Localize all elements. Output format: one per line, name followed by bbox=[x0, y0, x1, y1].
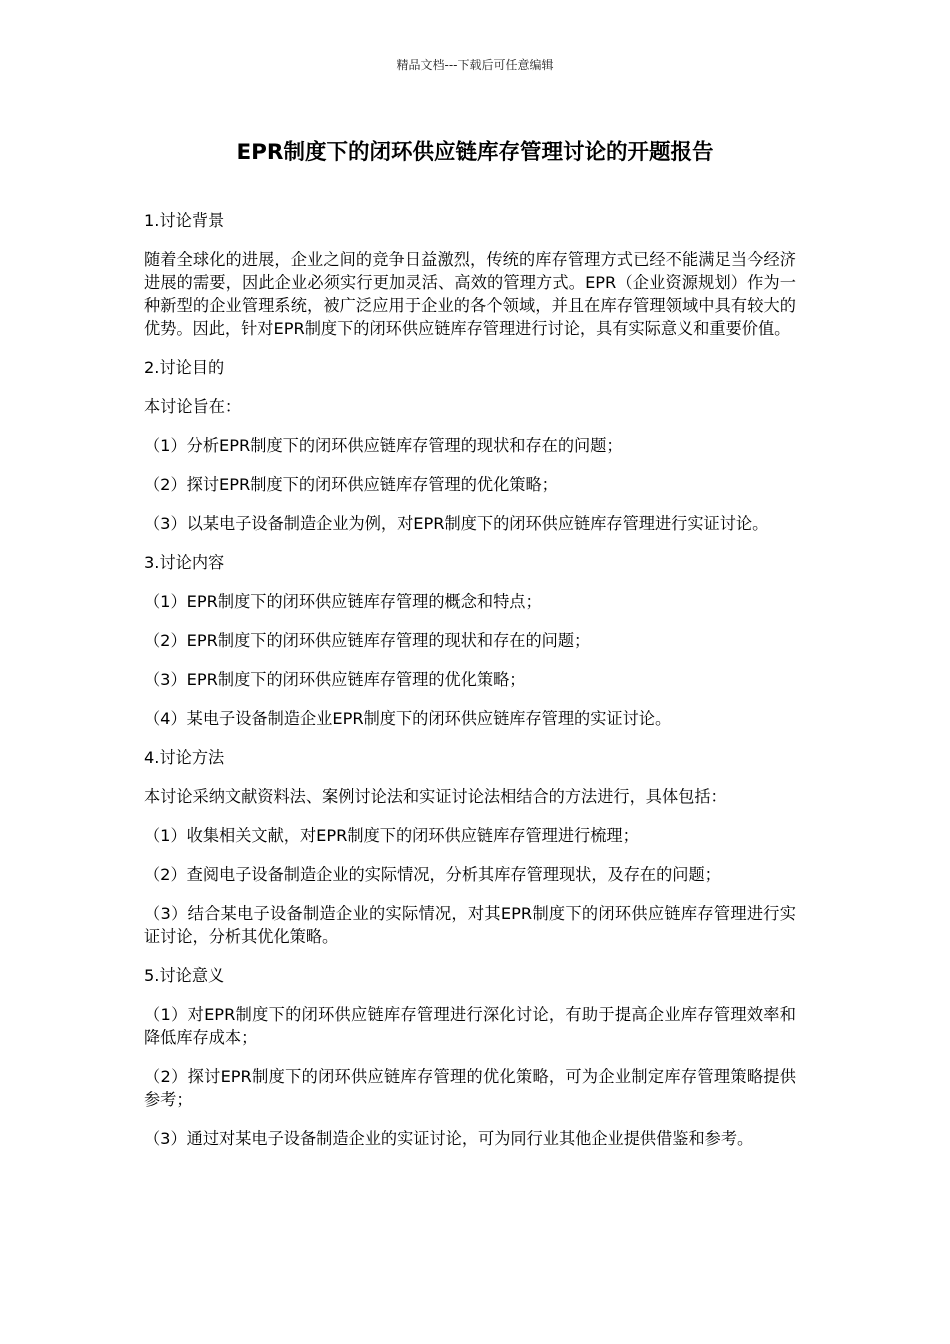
list-item: （2）探讨EPR制度下的闭环供应链库存管理的优化策略，可为企业制定库存管理策略提供参考； bbox=[144, 1067, 796, 1109]
list-item: （2）EPR制度下的闭环供应链库存管理的现状和存在的问题； bbox=[144, 631, 591, 650]
paragraph: 随着全球化的进展，企业之间的竞争日益激烈，传统的库存管理方式已经不能满足当今经济进展的需要，因此企业必须实行更加灵活、高效的管理方式。EPR（企业资源规划）作为一种新型的企业管理系统，被广泛应用于企业的各个领域，并且在库存管理领域中具有较大的优势。因此，针对EPR制度下的闭环供应链库存管理进行讨论，具有实际意义和重要价值。 bbox=[144, 250, 796, 338]
document-title: EPR制度下的闭环供应链库存管理讨论的开题报告 bbox=[236, 140, 714, 165]
list-item: （3）以某电子设备制造企业为例，对EPR制度下的闭环供应链库存管理进行实证讨论。 bbox=[144, 514, 769, 533]
list-item: （1）EPR制度下的闭环供应链库存管理的概念和特点； bbox=[144, 592, 542, 611]
section-heading: 3.讨论内容 bbox=[144, 553, 225, 572]
list-item: （1）收集相关文献，对EPR制度下的闭环供应链库存管理进行梳理； bbox=[144, 826, 639, 845]
list-item: （1）分析EPR制度下的闭环供应链库存管理的现状和存在的问题； bbox=[144, 436, 623, 455]
section-heading: 1.讨论背景 bbox=[144, 211, 225, 230]
list-item: （3）EPR制度下的闭环供应链库存管理的优化策略； bbox=[144, 670, 526, 689]
section-heading: 4.讨论方法 bbox=[144, 748, 225, 767]
section-heading: 2.讨论目的 bbox=[144, 358, 225, 377]
list-item: （1）对EPR制度下的闭环供应链库存管理进行深化讨论，有助于提高企业库存管理效率和降低库存成本； bbox=[144, 1005, 796, 1047]
list-item: （2）查阅电子设备制造企业的实际情况，分析其库存管理现状，及存在的问题； bbox=[144, 865, 721, 884]
list-item: （3）结合某电子设备制造企业的实际情况，对其EPR制度下的闭环供应链库存管理进行实证讨论，分析其优化策略。 bbox=[144, 904, 796, 946]
list-item: （2）探讨EPR制度下的闭环供应链库存管理的优化策略； bbox=[144, 475, 558, 494]
list-item: （3）通过对某电子设备制造企业的实证讨论，可为同行业其他企业提供借鉴和参考。 bbox=[144, 1129, 754, 1148]
list-item: （4）某电子设备制造企业EPR制度下的闭环供应链库存管理的实证讨论。 bbox=[144, 709, 672, 728]
section-heading: 5.讨论意义 bbox=[144, 966, 225, 985]
paragraph: 本讨论采纳文献资料法、案例讨论法和实证讨论法相结合的方法进行，具体包括： bbox=[144, 787, 727, 806]
page-header: 精品文档---下载后可任意编辑 bbox=[396, 58, 554, 72]
paragraph: 本讨论旨在： bbox=[144, 397, 242, 416]
document-body bbox=[144, 209, 796, 1166]
